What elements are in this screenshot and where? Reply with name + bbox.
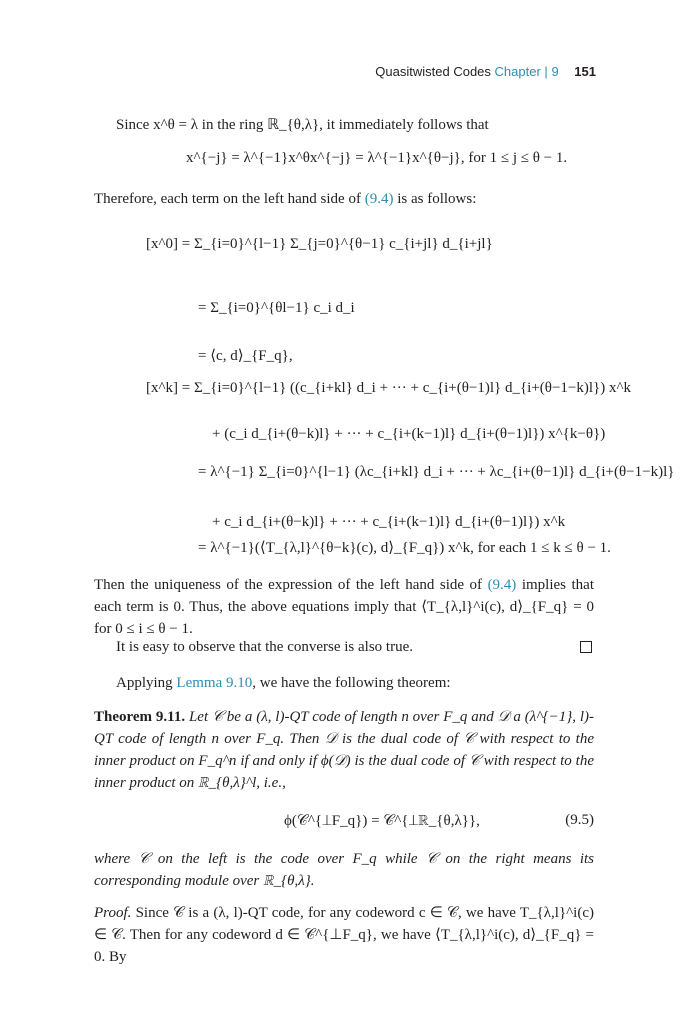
paragraph-2 (94, 188, 594, 210)
paragraph-6 (94, 848, 594, 892)
paragraph-6-text: where 𝒞 on the left is the code over F_q while 𝒞 on the right means its corresponding module over ℝ_{θ,λ}. (94, 851, 594, 889)
paragraph-2-text: Therefore, each term on the left hand side of (94, 191, 361, 207)
equation-xk-line5-text: = λ^{−1}(⟨T_{λ,l}^{θ−k}(c), d⟩_{F_q}) x^k, for each 1 ≤ k ≤ θ − 1. (198, 540, 611, 556)
paragraph-3 (94, 574, 594, 640)
equation-xk-line4 (212, 514, 565, 531)
qed-square-icon (580, 641, 592, 653)
paragraph-3-text-a: Then the uniqueness of the expression of the left hand side of (94, 577, 483, 593)
equation-xk-line2-text: + (c_i d_{i+(θ−k)l} + ··· + c_{i+(k−1)l} d_{i+(θ−1)l}) x^{k−θ}) (212, 426, 606, 442)
paragraph-1-text: Since x^θ = λ in the ring ℝ_{θ,λ}, it immediately follows that (116, 117, 489, 133)
header-chapter-label: Chapter (494, 64, 541, 79)
equation-9-5 (284, 812, 480, 830)
proof (94, 902, 594, 968)
equation-xk-line3-text: = λ^{−1} Σ_{i=0}^{l−1} (λc_{i+kl} d_i + ··· + λc_{i+(θ−1)l} d_{i+(θ−1−k)l} (198, 464, 675, 480)
paragraph-4 (94, 636, 594, 658)
running-header (375, 64, 596, 79)
header-chapter-number: 9 (551, 64, 559, 79)
paragraph-5-text-b: , we have the following theorem: (252, 675, 451, 691)
paragraph-1 (94, 114, 594, 136)
equation-number-text: (9.5) (565, 812, 594, 828)
lemma-ref-9-10[interactable]: Lemma 9.10 (176, 675, 253, 691)
equation-1-text: x^{−j} = λ^{−1}x^θx^{−j} = λ^{−1}x^{θ−j}, for 1 ≤ j ≤ θ − 1. (186, 150, 568, 166)
theorem-9-11 (94, 706, 594, 794)
equation-x0-line3-text: = ⟨c, d⟩_{F_q}, (198, 348, 293, 364)
header-title: Quasitwisted Codes (375, 64, 491, 79)
theorem-label: Theorem 9.11. (94, 709, 186, 725)
equation-xk-line2 (212, 426, 605, 443)
paragraph-5 (94, 672, 594, 694)
equation-x0-line2 (198, 300, 355, 317)
header-separator: | (544, 64, 548, 79)
equation-xk-line1 (146, 380, 631, 397)
equation-xk-line4-text: + c_i d_{i+(θ−k)l} + ··· + c_{i+(k−1)l} d_{i+(θ−1)l}) x^k (212, 514, 566, 530)
equation-x0-line1-text: [x^0] = Σ_{i=0}^{l−1} Σ_{j=0}^{θ−1} c_{i+jl} d_{i+jl} (146, 236, 493, 252)
theorem-body: Let 𝒞 be a (λ, l)-QT code of length n over F_q and 𝒟 a (λ^{−1}, l)-QT code of length n over F_q. Then 𝒟 is the dual code of 𝒞 with respect to the inner product on F_q^n if and only if ϕ(𝒟) is the dual code of 𝒞 with respect to the inner product on ℝ_{θ,λ}^l, i.e., (94, 709, 595, 791)
paragraph-4-text: It is easy to observe that the converse is also true. (116, 639, 413, 655)
equation-x0-line3 (198, 346, 293, 365)
equation-xk-line3 (198, 464, 674, 481)
paragraph-2-tail: is as follows: (397, 191, 477, 207)
equation-xk-line1-text: [x^k] = Σ_{i=0}^{l−1} ((c_{i+kl} d_i + ··· + c_{i+(θ−1)l} d_{i+(θ−1−k)l}) x^k (146, 380, 632, 396)
paragraph-3-text-b: implies that each term is 0. Thus, the above equations imply that ⟨T_{λ,l}^i(c), d⟩_{F_q} = 0 for 0 ≤ i ≤ θ − 1. (94, 577, 594, 637)
equation-1 (186, 150, 567, 167)
equation-ref-9-4-b[interactable]: (9.4) (487, 577, 517, 593)
paragraph-5-text-a: Applying (116, 675, 173, 691)
equation-x0-line2-text: = Σ_{i=0}^{θl−1} c_i d_i (198, 300, 355, 316)
equation-ref-9-4[interactable]: (9.4) (364, 191, 394, 207)
equation-x0-line1 (146, 236, 493, 253)
equation-number-9-5 (565, 812, 594, 829)
page-number: 151 (574, 64, 596, 79)
equation-xk-line5 (198, 538, 611, 557)
proof-label: Proof. (94, 905, 132, 921)
equation-9-5-text: ϕ(𝒞^{⊥F_q}) = 𝒞^{⊥ℝ_{θ,λ}}, (284, 813, 480, 829)
proof-body: Since 𝒞 is a (λ, l)-QT code, for any codeword c ∈ 𝒞, we have T_{λ,l}^i(c) ∈ 𝒞. Then for any codeword d ∈ 𝒞^{⊥F_q}, we have ⟨T_{λ,l}^i(c), d⟩_{F_q} = 0. By (94, 905, 595, 965)
